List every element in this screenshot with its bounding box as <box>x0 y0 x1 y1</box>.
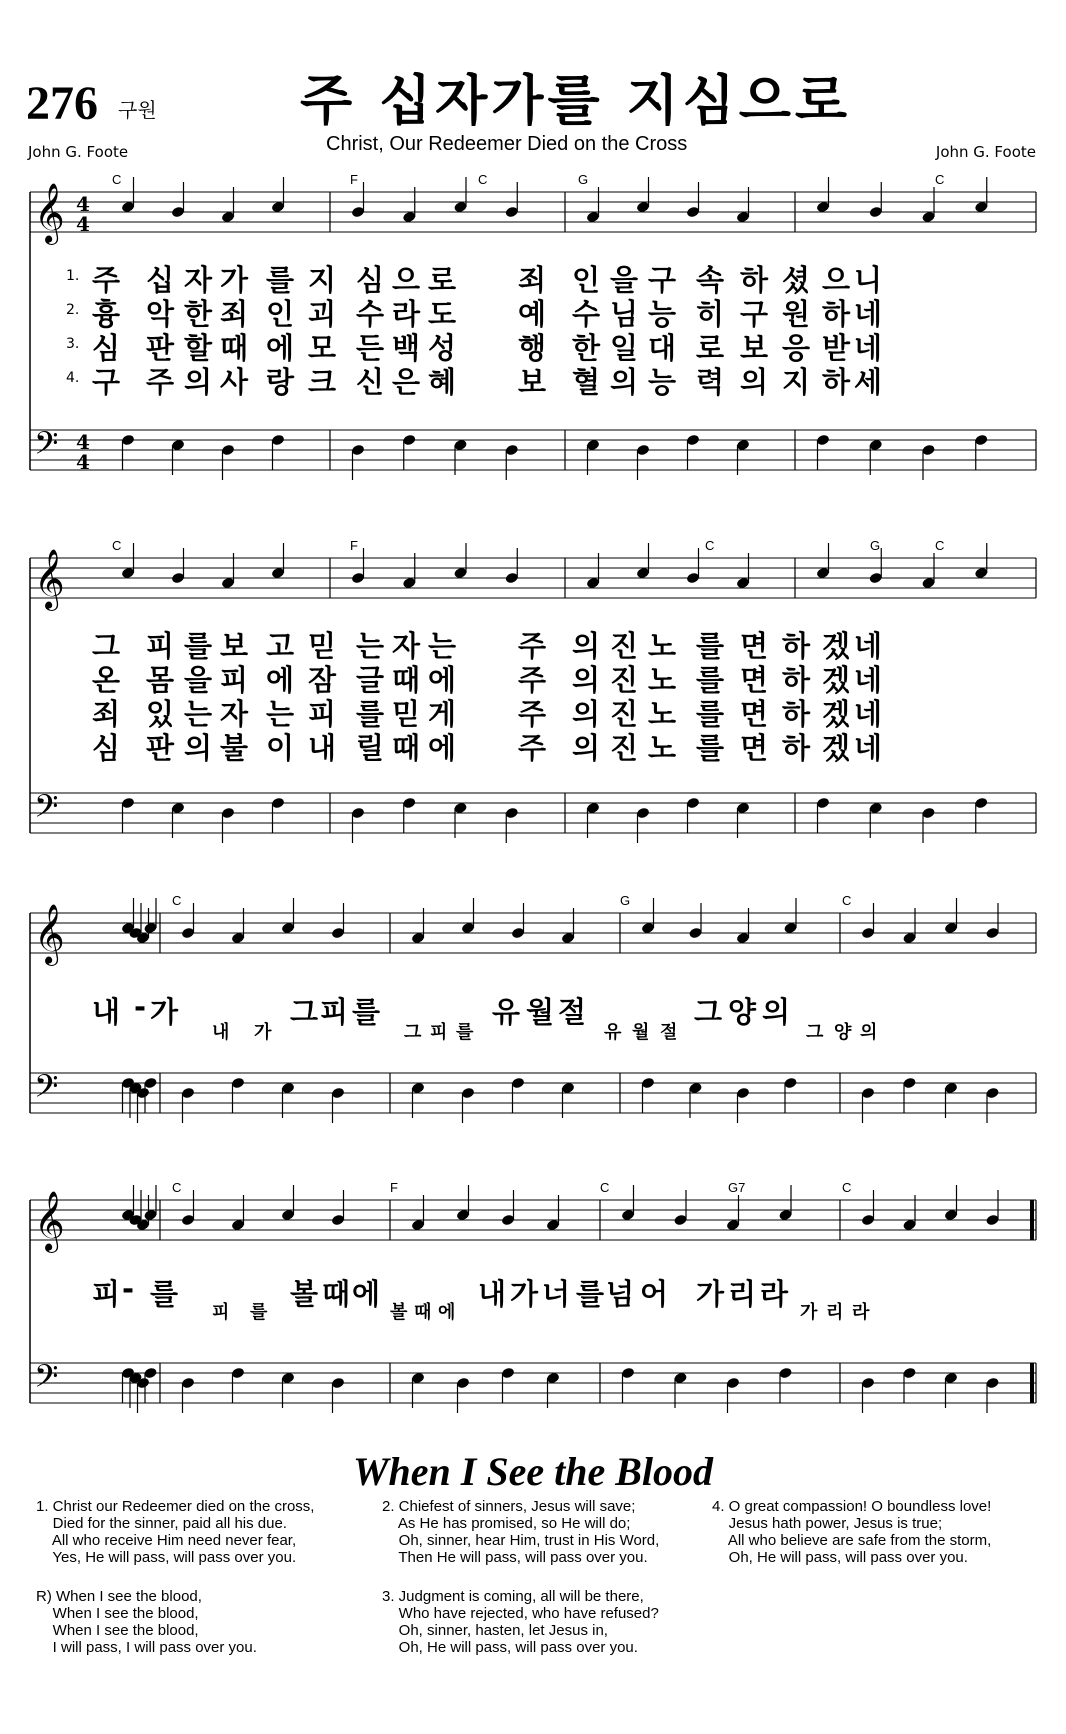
english-stanza-1: 1. Christ our Redeemer died on the cross, Died for the sinner, paid all his due. All who receive Him need never fear, Yes, He will pass, will pass over you. <box>36 1498 315 1566</box>
english-stanza-2: 2. Chiefest of sinners, Jesus will save; As He has promised, so He will do; Oh, sinner, hear Him, trust in His Word, Then He will pass, will pass over you. <box>382 1498 660 1566</box>
composer: John G. Foote <box>935 143 1036 161</box>
refrain-syllable: 너 <box>542 1277 571 1311</box>
lyric-syllable: 수 <box>356 297 385 331</box>
lyric-syllable: 를 <box>184 629 213 663</box>
chord-symbol: C <box>705 538 715 553</box>
lyric-syllable: 흉 <box>92 297 121 331</box>
lyric-syllable: 게 <box>428 697 457 731</box>
lyric-syllable: 에 <box>428 731 457 765</box>
lyric-syllable: 주 <box>518 697 547 731</box>
hymn-number: 276 <box>26 77 98 130</box>
lyric-syllable: 면 <box>740 663 769 697</box>
lyric-syllable: 도 <box>428 297 457 331</box>
lyric-syllable: 자 <box>220 697 249 731</box>
refrain-echo-syllable: 를 <box>456 1022 474 1043</box>
lyric-syllable: 때 <box>220 331 249 365</box>
lyric-syllable: 그 <box>92 629 121 663</box>
hymn-english-subtitle: Christ, Our Redeemer Died on the Cross <box>326 133 688 155</box>
bass-clef-icon: 𝄢 <box>34 1358 59 1402</box>
refrain-echo-syllable: 양 <box>834 1022 852 1043</box>
refrain-syllable: - <box>134 990 147 1024</box>
lyric-syllable: 주 <box>518 663 547 697</box>
lyric-syllable: 하 <box>782 663 811 697</box>
refrain-syllable: 를 <box>352 995 381 1029</box>
refrain-syllable: 볼 <box>290 1277 319 1311</box>
refrain-syllable: 가 <box>150 995 179 1029</box>
lyric-syllable: 수 <box>572 297 601 331</box>
lyric-syllable: 노 <box>648 629 677 663</box>
treble-clef-icon: 𝄞 <box>34 549 65 609</box>
chord-symbol: C <box>112 538 122 553</box>
lyric-syllable: 라 <box>392 297 421 331</box>
lyric-syllable: 받 <box>822 331 851 365</box>
chord-symbol: C <box>172 893 182 908</box>
lyric-syllable: 에 <box>266 331 295 365</box>
lyric-syllable: 응 <box>782 331 811 365</box>
time-signature: 4 <box>76 450 90 474</box>
refrain-syllable: 내 <box>478 1277 507 1311</box>
refrain-syllable: 를 <box>150 1277 179 1311</box>
lyric-syllable: 하 <box>782 731 811 765</box>
lyric-syllable: 랑 <box>266 365 295 399</box>
refrain-echo-syllable: 의 <box>860 1022 878 1043</box>
refrain-echo-syllable: 절 <box>660 1022 678 1043</box>
refrain-echo-syllable: 그 <box>404 1022 422 1043</box>
lyric-syllable: 때 <box>392 663 421 697</box>
lyric-syllable: 할 <box>184 331 213 365</box>
refrain-syllable: 넘 <box>606 1277 635 1311</box>
lyric-syllable: 보 <box>740 331 769 365</box>
lyric-syllable: 모 <box>308 331 337 365</box>
refrain-echo-syllable: 내 <box>212 1022 230 1043</box>
lyric-syllable: 죄 <box>220 297 249 331</box>
lyric-syllable: 하 <box>740 263 769 297</box>
chord-symbol: C <box>842 1180 852 1195</box>
lyric-syllable: 노 <box>648 731 677 765</box>
lyric-syllable: 에 <box>428 663 457 697</box>
lyric-syllable: 악 <box>146 297 175 331</box>
refrain-echo-syllable: 를 <box>250 1302 268 1323</box>
lyric-syllable: 한 <box>572 331 601 365</box>
refrain-syllable: 가 <box>696 1277 725 1311</box>
lyric-syllable: 괴 <box>308 297 337 331</box>
lyric-syllable: 글 <box>356 663 385 697</box>
chord-symbol: F <box>350 172 358 187</box>
lyric-syllable: 의 <box>184 365 213 399</box>
lyric-syllable: 겠 <box>822 731 851 765</box>
chord-symbol: C <box>842 893 852 908</box>
lyric-syllable: 를 <box>356 697 385 731</box>
refrain-echo-syllable: 리 <box>826 1302 844 1323</box>
refrain-echo-syllable: 피 <box>430 1022 448 1043</box>
lyric-syllable: 피 <box>146 629 175 663</box>
lyric-syllable: 는 <box>428 629 457 663</box>
lyric-syllable: 이 <box>266 731 295 765</box>
lyric-syllable: 백 <box>392 331 421 365</box>
lyric-syllable: 를 <box>266 263 295 297</box>
lyric-syllable: 를 <box>696 663 725 697</box>
refrain-echo-syllable: 피 <box>212 1302 230 1323</box>
refrain-syllable: - <box>122 1272 135 1306</box>
chord-symbol: G <box>578 172 589 187</box>
refrain-syllable: 그 <box>694 995 723 1029</box>
lyric-syllable: 혈 <box>572 365 601 399</box>
lyric-syllable: 님 <box>610 297 639 331</box>
lyric-syllable: 는 <box>184 697 213 731</box>
lyric-syllable: 네 <box>854 697 883 731</box>
lyric-syllable: 자 <box>392 629 421 663</box>
refrain-syllable: 양 <box>728 995 757 1029</box>
lyric-syllable: 의 <box>572 629 601 663</box>
lyric-syllable: 셨 <box>782 263 811 297</box>
chord-symbol: G7 <box>728 1180 746 1195</box>
verse-number: 3. <box>66 336 80 352</box>
hymn-title: 주 십자가를 지심으로 <box>300 69 852 132</box>
lyric-syllable: 로 <box>428 263 457 297</box>
treble-clef-icon: 𝄞 <box>34 1191 65 1251</box>
lyric-syllable: 을 <box>610 263 639 297</box>
lyric-syllable: 보 <box>220 629 249 663</box>
lyric-syllable: 겠 <box>822 697 851 731</box>
lyric-syllable: 죄 <box>92 697 121 731</box>
lyric-syllable: 대 <box>648 331 677 365</box>
lyric-syllable: 노 <box>648 697 677 731</box>
english-refrain: R) When I see the blood, When I see the blood, When I see the blood, I will pass, I will pass over you. <box>36 1588 257 1656</box>
lyric-syllable: 노 <box>648 663 677 697</box>
lyricist: John G. Foote <box>28 143 129 161</box>
refrain-syllable: 라 <box>760 1277 789 1311</box>
lyric-syllable: 한 <box>184 297 213 331</box>
lyric-syllable: 는 <box>266 697 295 731</box>
lyric-syllable: 죄 <box>518 263 547 297</box>
lyric-syllable: 를 <box>696 731 725 765</box>
bass-clef-icon: 𝄢 <box>34 1068 59 1112</box>
lyric-syllable: 지 <box>308 263 337 297</box>
chord-symbol: C <box>112 172 122 187</box>
lyric-syllable: 의 <box>610 365 639 399</box>
lyric-syllable: 네 <box>854 731 883 765</box>
lyric-syllable: 믿 <box>392 697 421 731</box>
lyric-syllable: 주 <box>518 629 547 663</box>
lyric-syllable: 피 <box>308 697 337 731</box>
lyric-syllable: 판 <box>146 731 175 765</box>
lyric-syllable: 로 <box>696 331 725 365</box>
lyric-syllable: 네 <box>854 297 883 331</box>
lyric-syllable: 진 <box>610 731 639 765</box>
lyric-syllable: 진 <box>610 697 639 731</box>
chord-symbol: F <box>350 538 358 553</box>
lyric-syllable: 있 <box>146 697 175 731</box>
lyric-syllable: 크 <box>308 365 337 399</box>
lyric-syllable: 면 <box>740 697 769 731</box>
lyric-syllable: 내 <box>308 731 337 765</box>
lyric-syllable: 지 <box>782 365 811 399</box>
lyric-syllable: 으 <box>822 263 851 297</box>
refrain-syllable: 그 <box>290 995 319 1029</box>
lyric-syllable: 보 <box>518 365 547 399</box>
lyric-syllable: 잠 <box>308 663 337 697</box>
refrain-echo-syllable: 에 <box>438 1302 456 1323</box>
lyric-syllable: 하 <box>782 697 811 731</box>
lyric-syllable: 하 <box>822 365 851 399</box>
lyric-syllable: 행 <box>518 331 547 365</box>
lyric-syllable: 를 <box>696 697 725 731</box>
lyric-syllable: 일 <box>610 331 639 365</box>
refrain-syllable: 를 <box>576 1277 605 1311</box>
lyric-syllable: 니 <box>854 263 883 297</box>
chord-symbol: C <box>935 538 945 553</box>
lyric-syllable: 주 <box>92 263 121 297</box>
lyric-syllable: 에 <box>266 663 295 697</box>
refrain-syllable: 유 <box>492 995 521 1029</box>
bass-clef-icon: 𝄢 <box>34 425 59 469</box>
lyric-syllable: 자 <box>184 263 213 297</box>
chord-symbol: G <box>870 538 881 553</box>
lyric-syllable: 심 <box>92 731 121 765</box>
lyric-syllable: 의 <box>572 663 601 697</box>
lyric-syllable: 력 <box>696 365 725 399</box>
chord-symbol: C <box>478 172 488 187</box>
lyric-syllable: 예 <box>518 297 547 331</box>
chord-symbol: C <box>600 1180 610 1195</box>
refrain-syllable: 의 <box>762 995 791 1029</box>
time-signature: 4 <box>76 430 90 454</box>
refrain-syllable: 피 <box>92 1277 121 1311</box>
lyric-syllable: 몸 <box>146 663 175 697</box>
lyric-syllable: 피 <box>220 663 249 697</box>
lyric-syllable: 성 <box>428 331 457 365</box>
lyric-syllable: 주 <box>146 365 175 399</box>
lyric-syllable: 는 <box>356 629 385 663</box>
hymn-category: 구원 <box>118 98 157 122</box>
lyric-syllable: 의 <box>184 731 213 765</box>
lyric-syllable: 네 <box>854 663 883 697</box>
refrain-echo-syllable: 가 <box>800 1302 818 1323</box>
lyric-syllable: 온 <box>92 663 121 697</box>
english-title: When I See the Blood <box>352 1449 714 1494</box>
lyric-syllable: 구 <box>92 365 121 399</box>
lyric-syllable: 네 <box>854 331 883 365</box>
lyric-syllable: 을 <box>184 663 213 697</box>
lyric-syllable: 구 <box>648 263 677 297</box>
lyric-syllable: 믿 <box>308 629 337 663</box>
refrain-echo-syllable: 가 <box>254 1022 272 1043</box>
refrain-syllable: 절 <box>558 995 587 1029</box>
refrain-echo-syllable: 볼 <box>390 1302 408 1323</box>
lyric-syllable: 은 <box>392 365 421 399</box>
treble-clef-icon: 𝄞 <box>34 183 65 243</box>
lyric-syllable: 의 <box>572 731 601 765</box>
lyric-syllable: 원 <box>782 297 811 331</box>
lyric-syllable: 의 <box>572 697 601 731</box>
bass-clef-icon: 𝄢 <box>34 788 59 832</box>
lyric-syllable: 주 <box>518 731 547 765</box>
lyric-syllable: 능 <box>648 297 677 331</box>
lyric-syllable: 든 <box>356 331 385 365</box>
refrain-syllable: 월 <box>526 995 555 1029</box>
lyric-syllable: 히 <box>696 297 725 331</box>
lyric-syllable: 의 <box>740 365 769 399</box>
lyric-syllable: 신 <box>356 365 385 399</box>
refrain-echo-syllable: 라 <box>852 1302 870 1323</box>
lyric-syllable: 심 <box>92 331 121 365</box>
lyric-syllable: 심 <box>356 263 385 297</box>
english-stanza-4: 4. O great compassion! O boundless love! Jesus hath power, Jesus is true; All who believe are safe from the storm, Oh, He will pass, will pass over you. <box>712 1498 992 1566</box>
time-signature: 4 <box>76 212 90 236</box>
refrain-syllable: 피 <box>320 995 349 1029</box>
lyric-syllable: 세 <box>854 365 883 399</box>
refrain-syllable: 어 <box>640 1277 669 1311</box>
lyric-syllable: 겠 <box>822 629 851 663</box>
verse-number: 4. <box>66 370 80 386</box>
refrain-echo-syllable: 그 <box>806 1022 824 1043</box>
lyric-syllable: 속 <box>696 263 725 297</box>
lyric-syllable: 능 <box>648 365 677 399</box>
lyric-syllable: 네 <box>854 629 883 663</box>
refrain-syllable: 때 <box>322 1277 351 1311</box>
chord-symbol: F <box>390 1180 398 1195</box>
refrain-echo-syllable: 월 <box>632 1022 650 1043</box>
refrain-syllable: 에 <box>352 1277 381 1311</box>
chord-symbol: C <box>935 172 945 187</box>
refrain-echo-syllable: 때 <box>414 1302 432 1323</box>
lyric-syllable: 인 <box>572 263 601 297</box>
lyric-syllable: 를 <box>696 629 725 663</box>
lyric-syllable: 사 <box>220 365 249 399</box>
lyric-syllable: 혜 <box>428 365 457 399</box>
lyric-syllable: 구 <box>740 297 769 331</box>
treble-clef-icon: 𝄞 <box>34 904 65 964</box>
lyric-syllable: 고 <box>266 629 295 663</box>
chord-symbol: G <box>620 893 631 908</box>
english-stanza-3: 3. Judgment is coming, all will be there, Who have rejected, who have refused? Oh, sinner, hasten, let Jesus in, Oh, He will pass, will pass over you. <box>382 1588 659 1656</box>
lyric-syllable: 인 <box>266 297 295 331</box>
verse-number: 2. <box>66 302 80 318</box>
time-signature: 4 <box>76 192 90 216</box>
chord-symbol: C <box>172 1180 182 1195</box>
lyric-syllable: 하 <box>782 629 811 663</box>
lyric-syllable: 면 <box>740 731 769 765</box>
lyric-syllable: 십 <box>146 263 175 297</box>
lyric-syllable: 면 <box>740 629 769 663</box>
lyric-syllable: 진 <box>610 629 639 663</box>
refrain-syllable: 가 <box>510 1277 539 1311</box>
refrain-syllable: 내 <box>92 995 121 1029</box>
lyric-syllable: 가 <box>220 263 249 297</box>
lyric-syllable: 불 <box>220 731 249 765</box>
lyric-syllable: 릴 <box>356 731 385 765</box>
lyric-syllable: 으 <box>392 263 421 297</box>
refrain-syllable: 리 <box>728 1277 757 1311</box>
lyric-syllable: 겠 <box>822 663 851 697</box>
lyric-syllable: 진 <box>610 663 639 697</box>
verse-number: 1. <box>66 268 80 284</box>
lyric-syllable: 판 <box>146 331 175 365</box>
lyric-syllable: 때 <box>392 731 421 765</box>
refrain-echo-syllable: 유 <box>604 1022 622 1043</box>
lyric-syllable: 하 <box>822 297 851 331</box>
